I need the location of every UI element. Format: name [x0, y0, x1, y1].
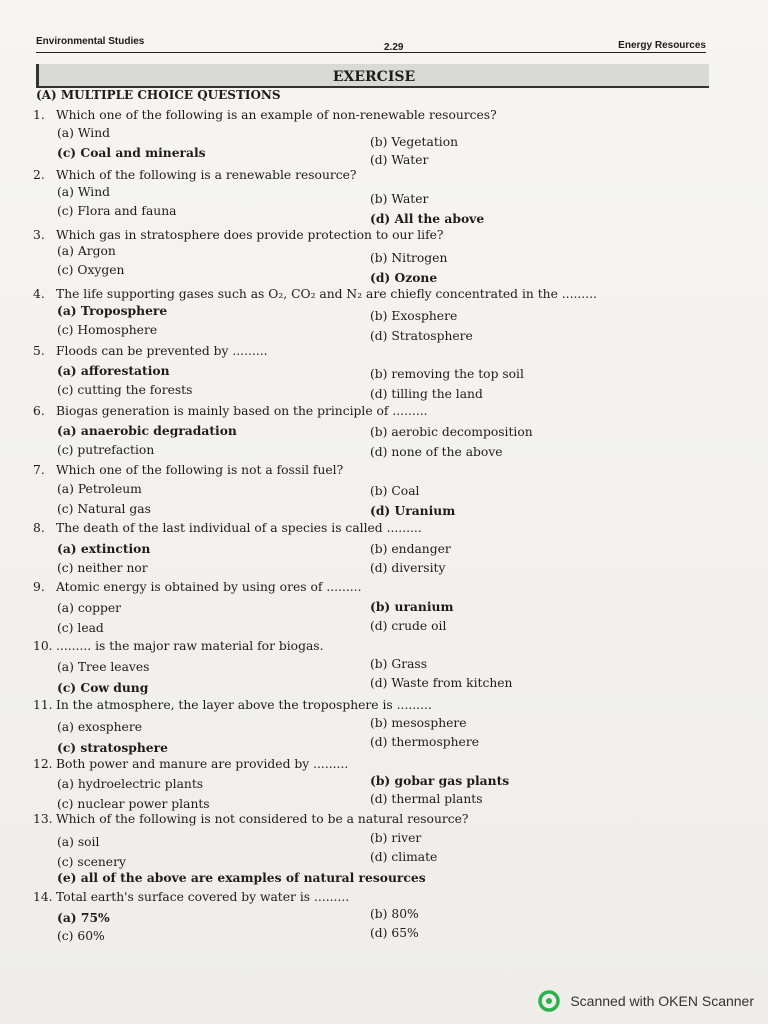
question-8: [33, 521, 422, 535]
option-c-answer: (c) Coal and minerals: [57, 145, 206, 160]
question-11: [33, 698, 432, 712]
oken-scanner-logo-icon: [538, 990, 560, 1012]
option-e-answer: (e) all of the above are examples of natural resources: [57, 870, 426, 885]
option-c: (c) neither nor: [57, 561, 148, 575]
question-number: 7.: [33, 463, 45, 477]
question-3: [33, 228, 444, 242]
option-c-answer: (c) Cow dung: [57, 680, 149, 695]
option-a: (a) hydroelectric plants: [57, 777, 204, 791]
question-text: Which one of the following is not a fossil fuel?: [56, 463, 344, 477]
option-c: (c) Oxygen: [57, 263, 125, 277]
question-10: [33, 639, 324, 653]
option-a-answer: (a) extinction: [57, 541, 151, 556]
question-number: 3.: [33, 228, 45, 242]
page-header: [36, 34, 706, 53]
question-text: ......... is the major raw material for biogas.: [56, 639, 324, 653]
option-a: (a) Petroleum: [57, 482, 142, 496]
option-d: (d) Stratosphere: [370, 329, 473, 343]
option-d-answer: (d) All the above: [370, 211, 485, 226]
option-b: (b) Grass: [370, 657, 428, 671]
option-b: (b) Exosphere: [370, 309, 458, 323]
question-text: Atomic energy is obtained by using ores of .........: [56, 580, 362, 594]
question-number: 10.: [33, 639, 53, 653]
option-a-answer: (a) anaerobic degradation: [57, 423, 237, 438]
option-b: (b) river: [370, 831, 422, 845]
question-text: The death of the last individual of a species is called .........: [56, 521, 422, 535]
option-c: (c) cutting the forests: [57, 383, 193, 397]
scanner-text: Scanned with OKEN Scanner: [570, 993, 754, 1009]
option-a: (a) exosphere: [57, 720, 142, 734]
header-chapter-title: Energy Resources: [618, 40, 706, 51]
question-text: The life supporting gases such as O₂, CO₂ and N₂ are chiefly concentrated in the .........: [56, 287, 597, 301]
question-4: [33, 287, 597, 301]
option-b: (b) aerobic decomposition: [370, 425, 533, 439]
option-a-answer: (a) Troposphere: [57, 303, 168, 318]
question-number: 13.: [33, 812, 53, 826]
option-a: (a) copper: [57, 601, 122, 615]
section-title: (A) MULTIPLE CHOICE QUESTIONS: [36, 88, 281, 102]
option-b: (b) endanger: [370, 542, 451, 556]
option-c: (c) nuclear power plants: [57, 797, 210, 811]
scanner-watermark: [538, 990, 754, 1012]
question-6: [33, 404, 428, 418]
option-c: (c) 60%: [57, 929, 105, 943]
question-text: Which of the following is not considered to be a natural resource?: [56, 812, 469, 826]
option-c: (c) Natural gas: [57, 502, 151, 516]
option-d: (d) thermal plants: [370, 792, 483, 806]
option-a-answer: (a) afforestation: [57, 363, 170, 378]
option-b: (b) Vegetation: [370, 135, 459, 149]
option-d: (d) diversity: [370, 561, 446, 575]
question-number: 12.: [33, 757, 53, 771]
option-c-answer: (c) stratosphere: [57, 740, 168, 755]
question-14: [33, 890, 349, 904]
question-5: [33, 344, 268, 358]
question-2: [33, 168, 357, 182]
option-b: (b) Nitrogen: [370, 251, 448, 265]
question-text: Biogas generation is mainly based on the principle of .........: [56, 404, 428, 418]
question-text: Floods can be prevented by .........: [56, 344, 268, 358]
header-page-number: 2.29: [384, 42, 404, 53]
option-a-answer: (a) 75%: [57, 910, 110, 925]
question-number: 8.: [33, 521, 45, 535]
option-d: (d) crude oil: [370, 619, 447, 633]
question-number: 9.: [33, 580, 45, 594]
option-d: (d) 65%: [370, 926, 419, 940]
question-number: 5.: [33, 344, 45, 358]
option-a: (a) Wind: [57, 185, 110, 199]
question-text: Which of the following is a renewable resource?: [56, 168, 357, 182]
option-d: (d) climate: [370, 850, 438, 864]
option-d: (d) tilling the land: [370, 387, 483, 401]
option-d: (d) Water: [370, 153, 429, 167]
question-13: [33, 812, 469, 826]
question-text: Which gas in stratosphere does provide protection to our life?: [56, 228, 444, 242]
question-9: [33, 580, 362, 594]
question-7: [33, 463, 343, 477]
question-number: 6.: [33, 404, 45, 418]
header-book-title: Environmental Studies: [36, 36, 145, 47]
option-a: (a) Tree leaves: [57, 660, 150, 674]
question-number: 4.: [33, 287, 45, 301]
option-d-answer: (d) Uranium: [370, 503, 456, 518]
option-b: (b) 80%: [370, 907, 419, 921]
question-text: Total earth's surface covered by water is .........: [56, 890, 350, 904]
question-text: Both power and manure are provided by .........: [56, 757, 349, 771]
option-c: (c) Flora and fauna: [57, 204, 177, 218]
option-b: (b) Water: [370, 192, 429, 206]
option-c: (c) putrefaction: [57, 443, 155, 457]
option-a: (a) Argon: [57, 244, 116, 258]
option-d: (d) Waste from kitchen: [370, 676, 513, 690]
option-b-answer: (b) uranium: [370, 599, 454, 614]
option-a: (a) soil: [57, 835, 100, 849]
question-1: [33, 108, 497, 122]
question-12: [33, 757, 348, 771]
option-b: (b) mesosphere: [370, 716, 467, 730]
option-c: (c) Homosphere: [57, 323, 158, 337]
question-text: In the atmosphere, the layer above the troposphere is .........: [56, 698, 432, 712]
option-d: (d) thermosphere: [370, 735, 479, 749]
question-number: 11.: [33, 698, 53, 712]
question-number: 14.: [33, 890, 53, 904]
option-a: (a) Wind: [57, 126, 110, 140]
option-c: (c) scenery: [57, 855, 126, 869]
exercise-banner: EXERCISE: [36, 64, 709, 88]
option-b: (b) Coal: [370, 484, 420, 498]
option-c: (c) lead: [57, 621, 104, 635]
option-d-answer: (d) Ozone: [370, 270, 438, 285]
question-number: 1.: [33, 108, 45, 122]
option-d: (d) none of the above: [370, 445, 503, 459]
option-b: (b) removing the top soil: [370, 367, 524, 381]
question-text: Which one of the following is an example of non-renewable resources?: [56, 108, 497, 122]
option-b-answer: (b) gobar gas plants: [370, 773, 510, 788]
question-number: 2.: [33, 168, 45, 182]
